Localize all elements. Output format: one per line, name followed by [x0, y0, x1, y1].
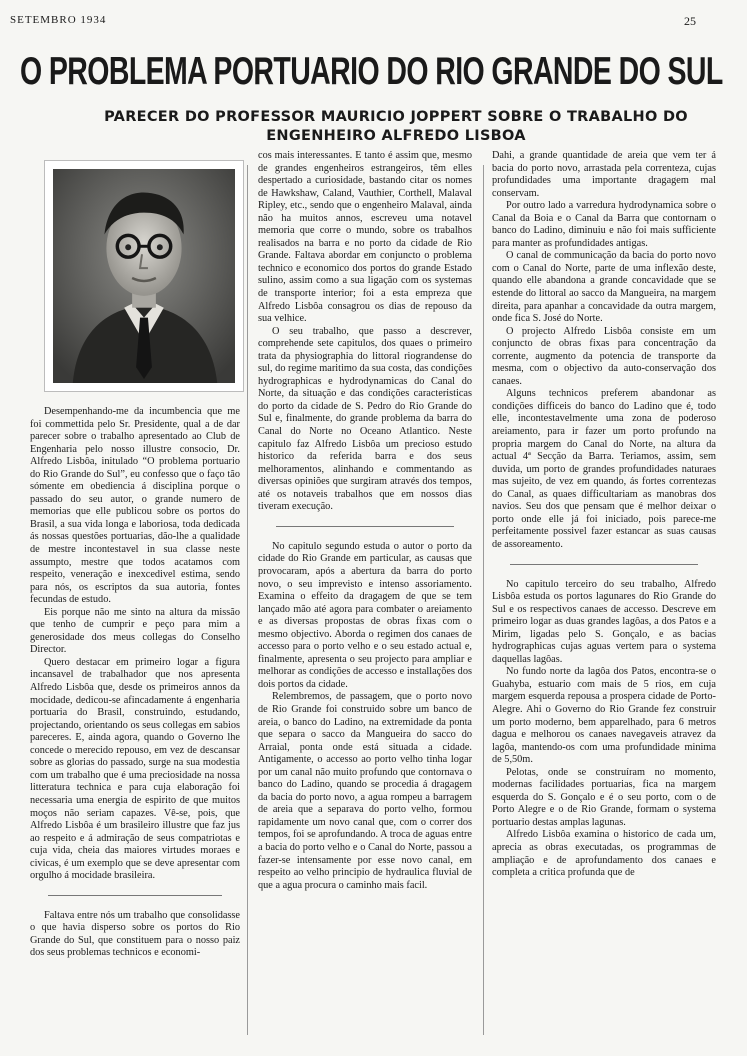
paragraph: Relembremos, de passagem, que o porto novo de Rio Grande foi construido sobre um banco de areia, o banco do Ladino, na extremidade da ponta que separa o sacco da Mangueira do sacco do Arraial, ponta onde está situada a cidade. Antigamente, o accesso ao porto velho tinha logar por um canal não muito profundo que contornava o banco do Ladino, quando se procedia á dragagem da bacia do porto novo, a agua rompeu a barragem de areia que a separava do porto velho, formou rapidamente um novo canal que, com o correr dos tempos, foi se aprofundando. A troca de aguas entre a bacia do porto velho e o Canal do Norte, passou a fazer-se intensamente por esse novo canal, em respeito ao velho principio de hydraulica fluvial de que a agua procura o caminho mais facil. [258, 691, 472, 891]
issue-date: SETEMBRO 1934 [10, 14, 107, 26]
column-1 [30, 152, 240, 960]
paragraph: Quero destacar em primeiro logar a figura incansavel de trabalhador que nos apresenta Alfredo Lisbôa que, desde os primeiros annos da mocidade, dedicou-se afincadamente á engenharia portuaria do Brasil, construindo, estudando, projectando, orientando os seus collegas em sabios pareceres. E, ainda agora, quando o Governo lhe concede o merecido repouso, em vez de descansar sobre as glorias do passado, surge na sua modestia com um trabalho que é uma preciosidade na nossa litteratura technica e para cuja elaboração foi necessaria uma energia de espirito de que muitos moços não seriam capazes. Vê-se, pois, que Alfredo Lisbôa é um brasileiro illustre que faz jus ao respeito e á admiração de seus compatriotas e cuja vida, cheia das maiores virtudes moraes e civicas, é um exemplo que se deve apresentar com orgulho á mocidade brasileira. [30, 656, 240, 882]
section-divider [276, 526, 454, 527]
column-2 [258, 150, 472, 892]
paragraph: No capitulo terceiro do seu trabalho, Alfredo Lisbôa estuda os portos lagunares do Rio Grande do Sul e os respectivos canaes de accesso. Descreve em primeiro logar as duas grandes lagôas, a dos Patos e a Mirim, ligadas pelo S. Gonçalo, e as bacias hydrographicas cujas aguas vertem para o systema daquellas lagôas. [492, 578, 716, 665]
paragraph: cos mais interessantes. E tanto é assim que, mesmo de grandes engenheiros estrangeiros, têm elles despertado a curiosidade, bastando citar os nomes de Hawkshaw, Caland, Vauthier, Corthell, Malaval Ripley, etc., sendo que o engenheiro Malaval, ainda não ha muitos annos, escreveu uma notavel memoria que corre o mundo, sobre os trabalhos realisados na barra e no porto da cidade de Rio Grande. Faltava abordar em conjuncto o problema technico e economico dos portos do grande Estado sulino, assim como a sua ligação com os systemas de transporte interior; foi a esta empreza que Alfredo Lisbôa consagrou os dias de repouso da sua velhice. [258, 150, 472, 325]
paragraph: No fundo norte da lagôa dos Patos, encontra-se o Guahyba, estuario com mais de 5 rios, em cuja margem esquerda repousa a prospera cidade de Porto-Alegre. Ahi o Governo do Rio Grande fez construir um porto moderno, bem apparelhado, para 6 metros dagua e melhorou os canaes navegaveis atravez da lagôa, mantendo-os com uma profundidade minima de 5,50m. [492, 666, 716, 766]
column-3 [492, 150, 716, 880]
portrait-photo-frame [44, 160, 244, 392]
article-title: O PROBLEMA PORTUARIO DO RIO GRANDE DO SUL [20, 50, 723, 94]
paragraph: O projecto Alfredo Lisbôa consiste em um conjuncto de obras fixas para concentração da corrente, augmento da potencia de transporte da mesma, com o objectivo da auto-conservação dos canaes. [492, 325, 716, 387]
paragraph: Alfredo Lisbôa examina o historico de cada um, aprecia as obras executadas, os programmas de ampliação e de aprofundamento dos canaes e completa a critica profunda que de [492, 829, 716, 879]
paragraph: Por outro lado a varredura hydrodynamica sobre o Canal da Boia e o Canal da Barra que contornam o banco do Ladino, diminuiu e não foi mais sufficiente para manter as profundidades antigas. [492, 200, 716, 249]
section-divider [48, 895, 222, 896]
section-divider [510, 564, 698, 565]
paragraph: Pelotas, onde se construíram no momento, modernas facilidades portuarias, fica na margem esquerda do S. Gonçalo e é o seu porto, com o de Porto Alegre e o de Rio Grande, formam o systema portuario destas amplas lagunas. [492, 766, 716, 828]
portrait-photo [53, 169, 235, 383]
paragraph: Dahi, a grande quantidade de areia que vem ter á bacia do porto novo, arrastada pela correnteza, cujas profundidades uma importante dragagem mal conservam. [492, 150, 716, 199]
column-divider [483, 165, 484, 1035]
paragraph: Faltava entre nós um trabalho que consolidasse o que havia disperso sobre os portos do Rio Grande do Sul, que constituem para o nosso paiz dos seus problemas technicos e economi- [30, 909, 240, 959]
paragraph: O seu trabalho, que passo a descrever, comprehende sete capitulos, dos quaes o primeiro trata da physiographia do littoral riograndense do sul, do regime maritimo da sua costa, das condições hydrographicas e hydrodynamicas do Canal do Norte, da situação e das condições caracteristicas do porto da cidade de S. Pedro do Rio Grande do Sul e, finalmente, do grande problema da barra do Canal do Norte no Oceano Atlantico. Neste capitulo faz Alfredo Lisbôa um precioso estudo historico da referida barra e dos seus melhoramentos, alinhando e commentando as diversas opiniões que surgiram através dos tempos, até os notaveis trabalhos que em nossos dias tiveram execução. [258, 325, 472, 513]
article-subtitle: PARECER DO PROFESSOR MAURICIO JOPPERT SOBRE O TRABALHO DO ENGENHEIRO ALFREDO LISBOA [104, 109, 688, 144]
paragraph: O canal de communicação da bacia do porto novo com o Canal do Norte, parte de uma inflexão deste, quando elle abandona a grande concavidade que se estende do littoral ao sacco da Mangueira, na margem direita, para apanhar a concavidade da outra margem, onde fica S. José do Norte. [492, 250, 716, 325]
column-divider [247, 165, 248, 1035]
page-number: 25 [684, 14, 696, 28]
paragraph: Eis porque não me sinto na altura da missão que tenho de cumprir e peço para mim a generosidade dos meus collegas do Conselho Director. [30, 606, 240, 656]
paragraph: Desempenhando-me da incumbencia que me foi commettida pelo Sr. Presidente, qual a de dar parecer sobre o trabalho apresentado ao Club de Engenharia pelo nosso illustre consocio, Dr. Alfredo Lisbôa, initulado “O problema portuario do Rio Grande do Sul”, eu confesso que o faço tão sómente em obediencia á disciplina porque o passado do seu autor, o grande numero de memorias que elle publicou sobre os portos do Brasil, a sua vida longa e laboriosa, toda dedicada ás nossas questões portuarias, dão-lhe a qualidade de mestre incontestavel in sua classe neste assumpto, mestre que todos acatamos com respeito, veneração e inexcedivel estima, sendo para nós, os escriptos da sua autoria, fontes fecundas de estudo. [30, 406, 240, 606]
paragraph: No capitulo segundo estuda o autor o porto da cidade do Rio Grande em particular, as causas que provocaram, após a abertura da barra do porto novo, o seu imprevisto e intenso assoriamento. Examina o effeito da dragagem de que se tem lançado mão até agora para combater o areiamento e as diversas propostas de obras fixas com o mesmo objectivo. Aborda o regimen dos canaes de accesso para o porto velho e o seu estado actual e, finalmente, apresenta o seu projecto para ampliar e melhorar as condições de accesso e installações dos dois portos da cidade. [258, 540, 472, 690]
paragraph: Alguns technicos preferem abandonar as condições difficeis do banco do Ladino que é, todo elle, incontestavelmente uma zona de poderoso areiamento, para ir fazer um porto profundo na propria margem do Canal do Norte, na altura da actual 4ª Secção da Barra. Teriamos, assim, sem duvida, um porto de grandes profundidades naturaes mas sujeito, de vez em quando, ás fortes correntezas do Canal, as quaes difficultariam as manobras dos navios. Seu dos que pensam que é melhor deixar o porto onde elle já foi iniciado, pois parece-me perfeitamente possivel fazer estancar as suas causas de assoreamento. [492, 388, 716, 550]
